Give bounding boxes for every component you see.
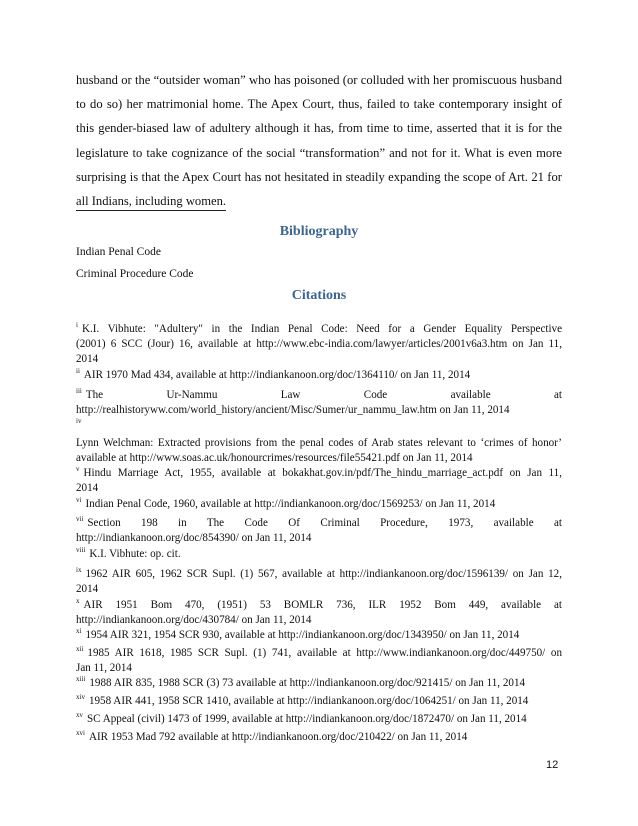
citation-text: Section 198 in The Code Of Criminal Procedure, 1973, available at (87, 517, 562, 529)
citation-text: available at http://www.soas.ac.uk/honourcrimes/resources/file55421.pdf on Jan 11, 2014 (76, 452, 473, 465)
citation-text: 2014 (76, 353, 99, 366)
citations-heading: Citations (291, 288, 347, 303)
citation-entry (76, 388, 562, 418)
citation-marker: xvi (76, 729, 85, 738)
citation-marker: ix (76, 566, 82, 575)
citation-marker: xiii (76, 675, 86, 684)
body-line: this gender-biased law of adultery although it has, from time to time, asserted that it is for the (76, 121, 562, 136)
citation-text: K.I. Vibhute: op. cit. (89, 548, 181, 560)
citation-entry (76, 418, 562, 433)
citation-entry (76, 322, 562, 368)
citation-text: 2014 (76, 482, 99, 495)
citation-text: AIR 1970 Mad 434, available at http://indiankanoon.org/doc/1364110/ on Jan 11, 2014 (83, 369, 471, 381)
citation-text: SC Appeal (civil) 1473 of 1999, available at http://indiankanoon.org/doc/1872470/ on Jan 11, 2014 (87, 713, 527, 725)
citation-entry (76, 694, 562, 709)
bibliography-heading: Bibliography (279, 224, 359, 239)
citation-text: 1958 AIR 441, 1958 SCR 1410, available at http://indiankanoon.org/doc/1064251/ on Jan 11, 2014 (88, 695, 529, 707)
citation-text: 1954 AIR 321, 1954 SCR 930, available at http://indiankanoon.org/doc/1343950/ on Jan 11, 2014 (85, 629, 520, 641)
citation-entry (76, 712, 562, 727)
citation-text: Jan 11, 2014 (76, 662, 132, 675)
citation-text: AIR 1951 Bom 470, (1951) 53 BOMLR 736, ILR 1952 Bom 449, available at (83, 599, 562, 611)
citation-marker: v (76, 465, 80, 474)
citation-entry (76, 497, 562, 512)
body-line: surprising is that the Apex Court has not hesitated in steadily expanding the scope of Art. 21 for (76, 169, 562, 184)
citation-text: http://indiankanoon.org/doc/854390/ on Jan 11, 2014 (76, 532, 312, 545)
citation-text: The Ur-Nammu Law Code available at (85, 389, 562, 401)
citation-marker: iii (76, 387, 82, 396)
citation-text: Hindu Marriage Act, 1955, available at bokakhat.gov.in/pdf/The_hindu_marriage_act.pdf on Jan 11, (83, 467, 562, 479)
body-line: all Indians, including women. (76, 194, 227, 209)
citation-entry (76, 567, 562, 597)
body-line: husband or the “outsider woman” who has poisoned (or colluded with her promiscuous husband (76, 73, 562, 87)
citation-text: 1988 AIR 835, 1988 SCR (3) 73 available at http://indiankanoon.org/doc/921415/ on Jan 11, 2014 (89, 677, 526, 689)
body-line: legislature to take cognizance of the social “transformation” and not for it. What is even more (76, 145, 562, 160)
citation-text: http://indiankanoon.org/doc/430784/ on Jan 11, 2014 (76, 614, 312, 627)
citation-text: 2014 (76, 583, 99, 596)
bibliography-item: Criminal Procedure Code (76, 268, 194, 280)
citation-marker: iv (76, 417, 82, 426)
citation-marker: x (76, 597, 80, 606)
citation-marker: i (76, 321, 78, 330)
citation-entry (76, 466, 562, 496)
citation-text: http://realhistoryww.com/world_history/ancient/Misc/Sumer/ur_nammu_law.htm on Jan 11, 2014 (76, 404, 510, 417)
bibliography-item: Indian Penal Code (76, 246, 161, 258)
citation-text: K.I. Vibhute: "Adultery" in the Indian Penal Code: Need for a Gender Equality Perspective (81, 323, 562, 335)
citation-entry (76, 436, 562, 466)
page-number: 12 (546, 759, 559, 771)
body-paragraph (76, 68, 562, 213)
citation-entry (76, 368, 562, 383)
citation-entry (76, 676, 562, 691)
citation-entry (76, 628, 562, 643)
citation-marker: vii (76, 515, 84, 524)
citation-marker: ii (76, 367, 80, 376)
citation-text: 1962 AIR 605, 1962 SCR Supl. (1) 567, available at http://indiankanoon.org/doc/1596139/ on Jan 12, (85, 568, 562, 580)
citation-marker: xi (76, 627, 82, 636)
citation-marker: xii (76, 645, 84, 654)
citation-marker: vi (76, 496, 82, 505)
citation-text: 1985 AIR 1618, 1985 SCR Supl. (1) 741, available at http://www.indiankanoon.org/doc/449750/ on (87, 647, 562, 659)
citation-text: Lynn Welchman: Extracted provisions from the penal codes of Arab states relevant to ‘crimes of honor’ (76, 437, 562, 449)
citation-marker: viii (76, 546, 86, 555)
citation-entry (76, 547, 562, 562)
citation-text: Indian Penal Code, 1960, available at http://indiankanoon.org/doc/1569253/ on Jan 11, 2014 (85, 498, 496, 510)
citation-text: AIR 1953 Mad 792 available at http://indiankanoon.org/doc/210422/ on Jan 11, 2014 (88, 731, 468, 743)
citation-entry (76, 598, 562, 628)
citation-entry (76, 516, 562, 546)
footnote-separator (76, 210, 226, 211)
citation-marker: xv (76, 711, 83, 720)
citation-text: (2001) 6 SCC (Jour) 16, available at http://www.ebc-india.com/lawyer/articles/2001v6a3.htm on Jan 11, (76, 338, 562, 351)
body-line: to do so) her matrimonial home. The Apex Court, thus, failed to take contemporary insight of (76, 97, 562, 112)
citation-entry (76, 646, 562, 676)
citation-entry (76, 730, 562, 745)
citation-marker: xiv (76, 693, 85, 702)
